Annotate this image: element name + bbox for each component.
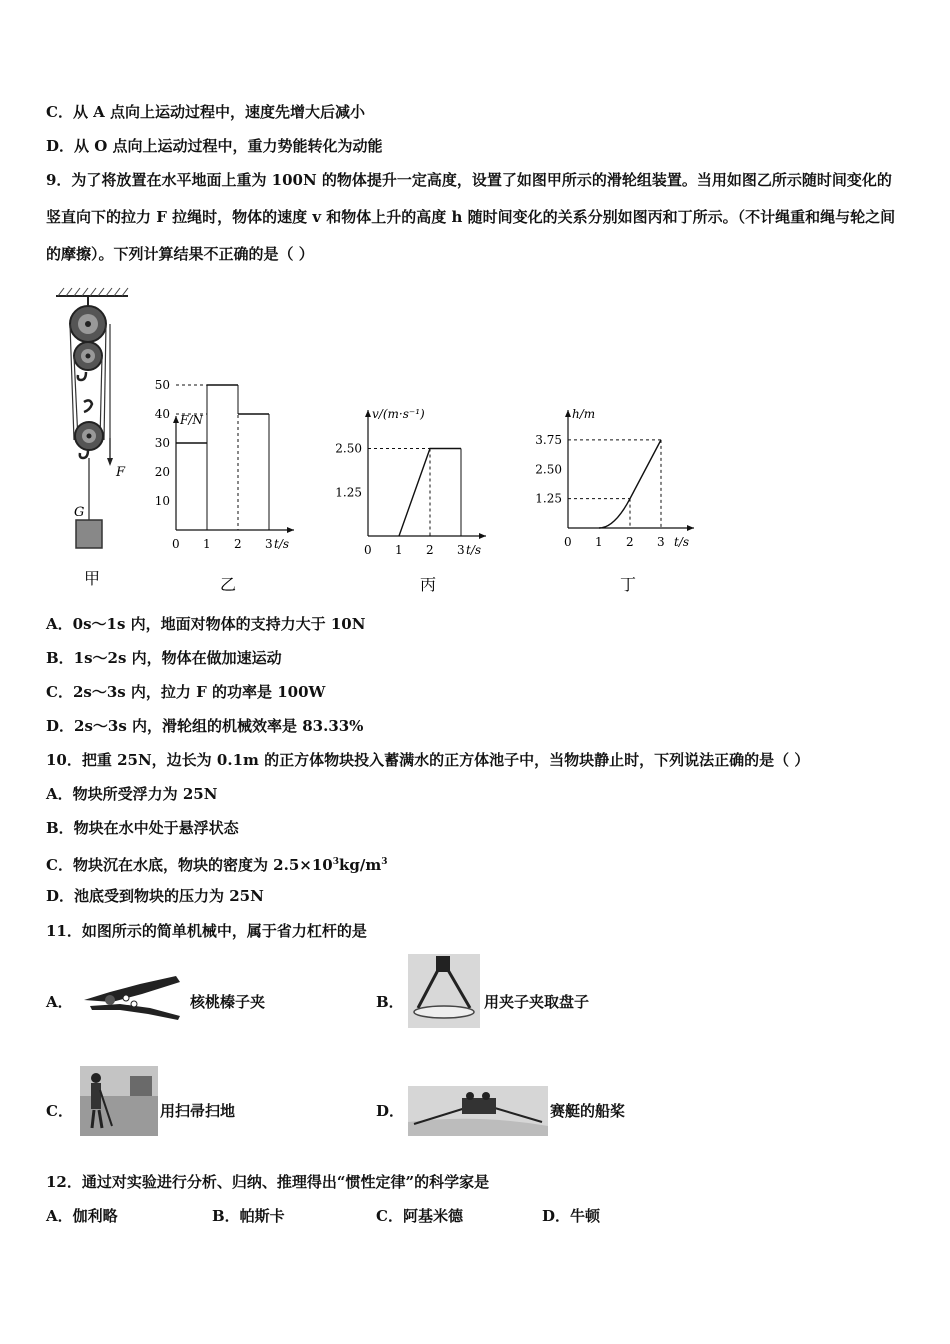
y-tick-label: 1.25 xyxy=(535,491,562,506)
x-tick-label: 1 xyxy=(395,543,403,557)
y-tick-label: 30 xyxy=(154,436,170,450)
y-tick-label: 50 xyxy=(154,378,170,392)
q11-option-a-letter: A． xyxy=(46,993,73,1011)
x-tick-label: 2 xyxy=(426,543,434,557)
x-tick-label: 0 xyxy=(564,535,572,549)
y-tick-label: 2.50 xyxy=(535,462,562,477)
q8-option-d: D．从 O 点向上运动过程中，重力势能转化为动能 xyxy=(46,137,383,155)
q8-option-c: C．从 A 点向上运动过程中，速度先增大后减小 xyxy=(46,103,366,121)
q9-option-d: D．2s～3s 内，滑轮组的机械效率是 83.33% xyxy=(46,717,364,735)
x-axis-arrow xyxy=(287,527,294,533)
velocity-time-graph xyxy=(326,402,496,592)
q10-option-c-text: C．物块沉在水底，物块的密度为 2.5×10 xyxy=(46,856,333,874)
q11-option-c-letter: C． xyxy=(46,1102,73,1120)
x-tick-label: 3 xyxy=(457,543,465,557)
x-tick-label: 2 xyxy=(234,537,242,551)
q11-option-a-caption: 核桃榛子夹 xyxy=(190,993,266,1011)
x-tick-label: 2 xyxy=(626,535,634,549)
q10-option-c xyxy=(46,852,387,875)
q12-option-d: D．牛顿 xyxy=(542,1207,601,1225)
figure-title: 丙 xyxy=(420,575,437,594)
q9-option-c: C．2s～3s 内，拉力 F 的功率是 100W xyxy=(46,683,326,701)
x-tick-label: 0 xyxy=(172,537,180,551)
x-tick-label: 1 xyxy=(595,535,603,549)
figure-title: 丁 xyxy=(620,575,637,594)
exponent: 3 xyxy=(332,857,339,867)
x-axis-arrow xyxy=(687,525,694,531)
height-time-graph xyxy=(526,402,706,592)
y-tick-label: 2.50 xyxy=(335,441,362,456)
force-f-label: F xyxy=(116,465,126,480)
q12-option-c: C．阿基米德 xyxy=(376,1207,463,1225)
x-axis-label: t/s xyxy=(466,543,482,557)
x-axis-arrow xyxy=(479,533,486,539)
q10-option-d: D．池底受到物块的压力为 25N xyxy=(46,887,264,905)
q9-option-a: A．0s～1s 内，地面对物体的支持力大于 10N xyxy=(46,615,366,633)
q10-stem: 10．把重 25N，边长为 0.1m 的正方体物块投入蓄满水的正方体池子中，当物块静止时，下列说法正确的是（ ） xyxy=(46,751,810,769)
x-axis-label: t/s xyxy=(274,537,290,551)
y-axis-label: v/(m·s⁻¹) xyxy=(372,407,425,421)
force-time-graph xyxy=(148,378,308,594)
y-tick-label: 10 xyxy=(154,494,170,508)
y-tick-label: 40 xyxy=(154,407,170,421)
q12-option-a: A．伽利略 xyxy=(46,1207,118,1225)
figure-title: 乙 xyxy=(220,575,237,594)
y-axis-label: h/m xyxy=(572,407,596,421)
weight-g-label: G xyxy=(74,505,85,520)
broom-sweeping-image xyxy=(80,1066,158,1136)
q9-stem: 9．为了将放置在水平地面上重为 100N 的物体提升一定高度，设置了如图甲所示的滑轮组装置。当用如图乙所示随时间变化的竖直向下的拉力 F 拉绳时，物体的速度 v 和物体上升的高度 h 随时间变化的关系分别如图丙和丁所示。（不计绳重和绳与轮之间的摩擦）。下列计算结果不正确的是（ ） xyxy=(46,171,896,263)
figure-jia-label: 甲 xyxy=(84,569,101,588)
x-tick-label: 0 xyxy=(364,543,372,557)
y-axis-arrow xyxy=(173,416,179,423)
q10-option-b: B．物块在水中处于悬浮状态 xyxy=(46,819,239,837)
y-axis-arrow xyxy=(565,410,571,417)
q11-option-c-caption: 用扫帚扫地 xyxy=(160,1102,236,1120)
y-axis-label: F/N xyxy=(180,413,203,427)
nutcracker-image xyxy=(80,970,186,1024)
q11-stem: 11．如图所示的简单机械中，属于省力杠杆的是 xyxy=(46,922,367,940)
q10-option-a: A．物块所受浮力为 25N xyxy=(46,785,218,803)
unit-text: kg/m xyxy=(338,856,382,874)
height-curve xyxy=(599,440,661,528)
q11-option-b-caption: 用夹子夹取盘子 xyxy=(484,993,590,1011)
pulley-system-figure xyxy=(52,288,142,588)
q12-stem: 12．通过对实验进行分析、归纳、推理得出“惯性定律”的科学家是 xyxy=(46,1173,490,1191)
x-tick-label: 3 xyxy=(657,535,665,549)
exponent: 3 xyxy=(381,857,388,867)
q11-option-d-letter: D． xyxy=(376,1102,405,1120)
plate-tongs-image xyxy=(408,954,480,1028)
q11-option-d-caption: 赛艇的船桨 xyxy=(550,1102,626,1120)
q12-option-b: B．帕斯卡 xyxy=(212,1207,285,1225)
q9-option-b: B．1s～2s 内，物体在做加速运动 xyxy=(46,649,282,667)
q11-option-b-letter: B． xyxy=(376,993,404,1011)
rowing-boat-image xyxy=(408,1086,548,1136)
x-tick-label: 1 xyxy=(203,537,211,551)
x-axis-label: t/s xyxy=(674,535,690,549)
y-tick-label: 3.75 xyxy=(535,432,562,447)
x-tick-label: 3 xyxy=(265,537,273,551)
y-tick-label: 20 xyxy=(154,465,170,479)
y-axis-arrow xyxy=(365,410,371,417)
y-tick-label: 1.25 xyxy=(335,485,362,500)
